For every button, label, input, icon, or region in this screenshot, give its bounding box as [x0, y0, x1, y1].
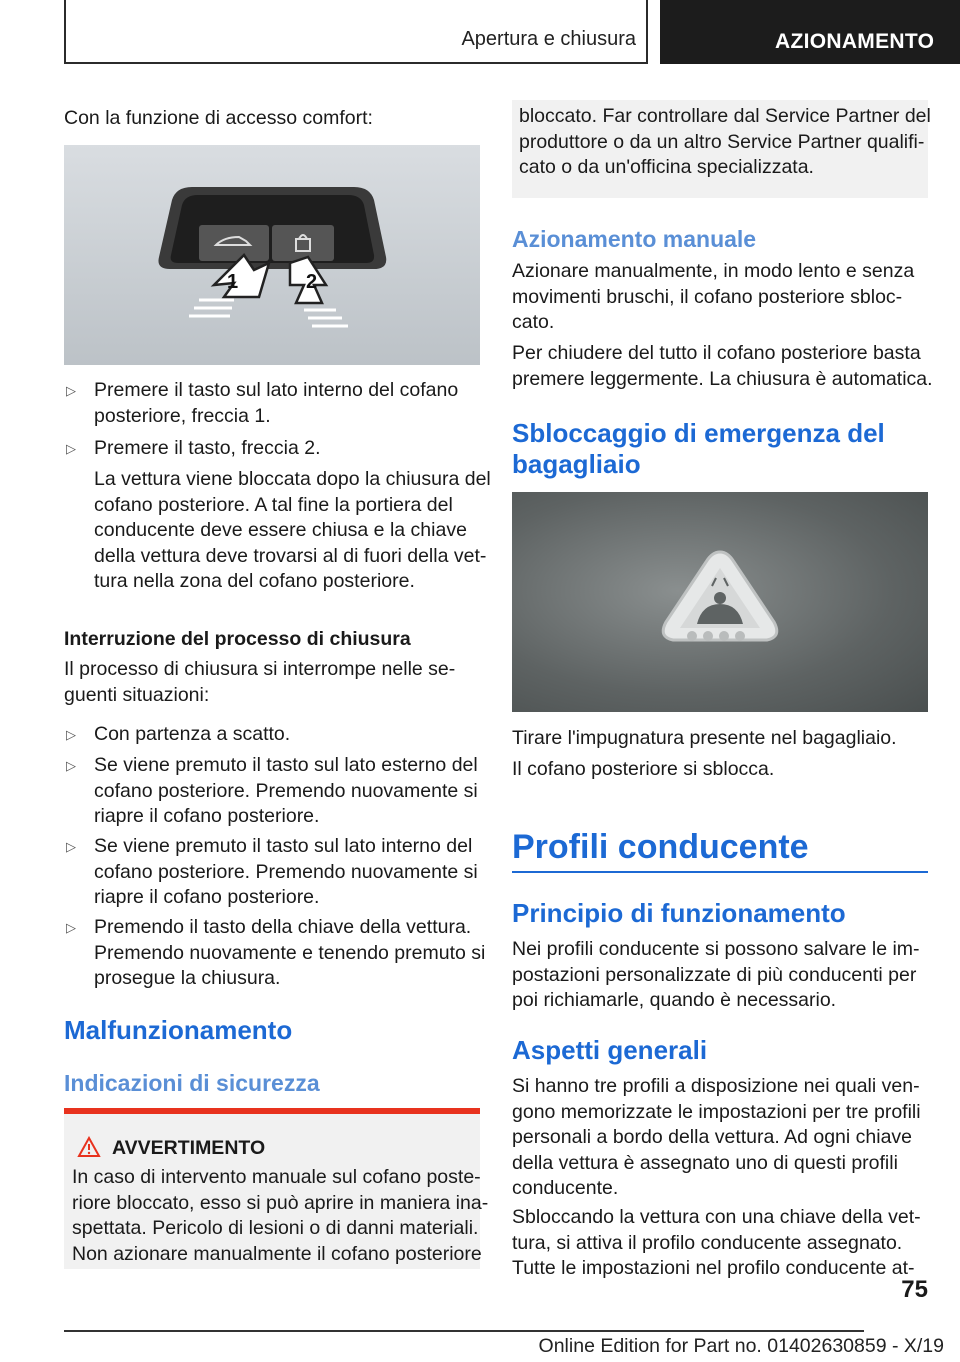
header-section-title: Apertura e chiusura — [461, 28, 636, 50]
footer-rule — [64, 1330, 864, 1332]
list-item: Se viene premuto il tasto sul lato interno del cofano posteriore. Premendo nuovamente si riapre il cofano posteriore. — [94, 835, 478, 908]
manual-operation-text-1: Azionare manualmente, in modo lento e senza movimenti bruschi, il cofano posteriore sbloc- cato. — [512, 260, 915, 333]
interrupt-heading: Interruzione del processo di chiusura — [64, 628, 411, 650]
warning-continuation-text: bloccato. Far controllare dal Service Partner del produttore o da un altro Service Partner qualifi- cato o da un'officina specializzata. — [519, 105, 931, 178]
interrupt-text: Il processo di chiusura si interrompe nelle se- guenti situazioni: — [64, 658, 456, 706]
arrow-2-label: 2 — [306, 271, 318, 293]
function-principle-text: Nei profili conducente si possono salvare le im- postazioni personalizzate di più conducenti per poi richiamarle, quando è necessario. — [512, 938, 920, 1011]
warning-text: In caso di intervento manuale sul cofano poste- riore bloccato, esso si può aprire in maniera ina- spettata. Pericolo di lesioni o di danni materiali. Non azionare manualmente il cofano posteriore — [72, 1166, 489, 1265]
section-divider — [512, 871, 928, 873]
warning-triangle-icon — [77, 1136, 101, 1158]
list-item: Premere il tasto, freccia 2. — [94, 437, 321, 459]
bullet-triangle-icon: ▷ — [66, 839, 76, 854]
driver-profiles-heading: Profili conducente — [512, 828, 809, 866]
manual-operation-text-2: Per chiudere del tutto il cofano posteriore basta premere leggermente. La chiusura è automatica. — [512, 342, 933, 390]
emergency-handle-illustration — [512, 492, 928, 712]
emergency-handle-figure — [512, 492, 928, 712]
function-principle-heading: Principio di funzionamento — [512, 898, 846, 928]
emergency-text-1: Tirare l'impugnatura presente nel bagagliaio. — [512, 727, 897, 749]
list-item: Premere il tasto sul lato interno del cofano posteriore, freccia 1. — [94, 379, 459, 427]
intro-text: Con la funzione di accesso comfort: — [64, 107, 373, 129]
emergency-release-heading: Sbloccaggio di emergenza del bagagliaio — [512, 418, 885, 479]
list-item: Se viene premuto il tasto sul lato esterno del cofano posteriore. Premendo nuovamente si riapre il cofano posteriore. — [94, 754, 478, 827]
emergency-text-2: Il cofano posteriore si sblocca. — [512, 758, 775, 780]
bullet-triangle-icon: ▷ — [66, 383, 76, 398]
comfort-access-buttons-figure — [64, 145, 480, 365]
warning-title: AVVERTIMENTO — [112, 1137, 266, 1159]
manual-operation-heading: Azionamento manuale — [512, 226, 757, 252]
page-number: 75 — [901, 1276, 928, 1303]
list-item: Con partenza a scatto. — [94, 723, 291, 745]
bullet-triangle-icon: ▷ — [66, 758, 76, 773]
safety-heading: Indicazioni di sicurezza — [64, 1070, 320, 1096]
bullet-triangle-icon: ▷ — [66, 441, 76, 456]
general-aspects-text-1: Si hanno tre profili a disposizione nei quali ven- gono memorizzate le impostazioni per tre profili personali a bordo della vettura. Ad ogni chiave della vettura è assegnato uno di questi profili conducente. — [512, 1075, 921, 1199]
list-item-continuation: La vettura viene bloccata dopo la chiusura del cofano posteriore. A tal fine la portiera del conducente deve essere chiusa e la chiave della vettura deve trovarsi al di fuori della vet- tura nella zona del cofano posteriore. — [94, 468, 491, 592]
bullet-triangle-icon: ▷ — [66, 727, 76, 742]
footer-edition: Online Edition for Part no. 01402630859 - X/19 — [538, 1335, 944, 1357]
general-aspects-text-2: Sbloccando la vettura con una chiave della vet- tura, si attiva il profilo conducente assegnato. Tutte le impostazioni nel profilo conducente at- — [512, 1206, 921, 1279]
malfunction-heading: Malfunzionamento — [64, 1015, 293, 1045]
arrow-1-label: 1 — [227, 271, 239, 293]
comfort-access-illustration — [64, 145, 480, 365]
header-chapter-tab[interactable]: AZIONAMENTO — [660, 0, 960, 64]
bullet-triangle-icon: ▷ — [66, 920, 76, 935]
list-item: Premendo il tasto della chiave della vettura. Premendo nuovamente e tenendo premuto si prosegue la chiusura. — [94, 916, 486, 989]
general-aspects-heading: Aspetti generali — [512, 1035, 708, 1065]
